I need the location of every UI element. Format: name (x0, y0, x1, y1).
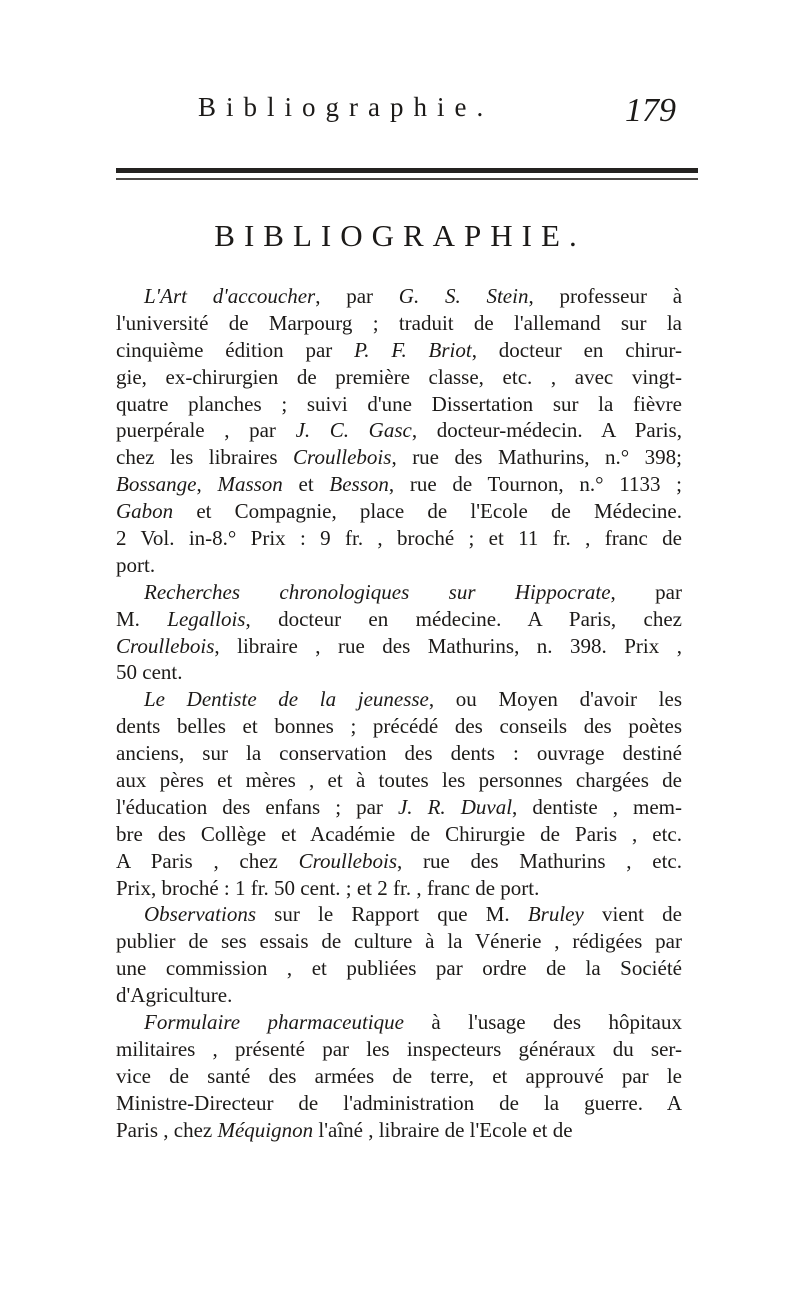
text-run: Paris , chez (116, 1117, 218, 1142)
italic-run: Observations (144, 902, 256, 927)
text-line (116, 1036, 682, 1063)
italic-run: Gabon (116, 499, 174, 524)
text-run: , rue de Tournon, n.° 1133 ; (388, 472, 683, 497)
text-run: d'Agriculture. (116, 983, 233, 1008)
text-line (116, 498, 682, 525)
text-line (116, 928, 682, 955)
text-run: vient de (583, 902, 682, 927)
text-run: publier de ses essais de culture à la Vénerie , rédigées par (116, 929, 682, 954)
text-run: , rue des Mathurins , etc. (397, 848, 682, 873)
italic-run: J. R. Duval (397, 794, 513, 819)
text-line (116, 848, 682, 875)
text-line (116, 417, 682, 444)
text-run: l'aîné , libraire de l'Ecole et de (313, 1117, 573, 1142)
text-line (116, 794, 682, 821)
text-line (116, 767, 682, 794)
text-run: , docteur-médecin. A Paris, (411, 418, 682, 443)
italic-run: Legallois (167, 606, 246, 631)
italic-run: Formulaire pharmaceutique (144, 1010, 404, 1035)
italic-run: Masson (217, 472, 283, 497)
text-line (116, 525, 682, 552)
italic-run: Croullebois (116, 633, 215, 658)
running-title: Bibliographie. (198, 92, 494, 122)
italic-run: Besson (329, 472, 389, 497)
italic-run: Recherches chronologiques sur Hippocrate (144, 579, 611, 604)
page-number: 179 (625, 92, 676, 129)
text-run: puerpérale , par (116, 418, 296, 443)
italic-run: Bossange (116, 472, 197, 497)
text-run: aux pères et mères , et à toutes les personnes chargées de (116, 768, 682, 793)
italic-run: G. S. Stein (398, 284, 529, 308)
header-rule (116, 168, 698, 180)
bibliography-entries (116, 283, 682, 1144)
text-run: militaires , présenté par les inspecteurs généraux du ser- (116, 1036, 682, 1061)
text-line (116, 955, 682, 982)
bibliography-entry (116, 283, 682, 579)
italic-run: Méquignon (217, 1117, 314, 1142)
italic-run: L'Art d'accoucher (144, 284, 316, 308)
text-line (116, 552, 682, 579)
italic-run: J. C. Gasc (295, 418, 412, 443)
text-line (116, 606, 682, 633)
text-run: sur le Rapport que M. (256, 902, 528, 927)
text-run: bre des Collège et Académie de Chirurgie de Paris , etc. (116, 821, 682, 846)
text-line (116, 633, 682, 660)
text-run: A Paris , chez (116, 848, 299, 873)
text-line (116, 821, 682, 848)
text-run: cinquième édition par (116, 337, 355, 362)
bibliography-entry (116, 1009, 682, 1143)
text-line (116, 364, 682, 391)
italic-run: Le Dentiste de la jeunesse (144, 687, 429, 712)
text-line (116, 875, 682, 902)
text-run: , dentiste , mem- (512, 794, 682, 819)
text-line (116, 713, 682, 740)
text-run: chez les libraires (116, 445, 294, 470)
text-run: à l'usage des hôpitaux (403, 1010, 682, 1035)
text-run: , (196, 472, 218, 497)
text-run: , libraire , rue des Mathurins, n. 398. Prix , (214, 633, 682, 658)
text-run: gie, ex-chirurgien de première classe, etc. , avec vingt- (116, 364, 682, 389)
text-run: M. (116, 606, 168, 631)
text-line (116, 310, 682, 337)
italic-run: Croullebois (293, 445, 392, 470)
text-line (116, 901, 682, 928)
text-run: , professeur à (528, 284, 683, 308)
text-run: anciens, sur la conservation des dents : ouvrage destiné (116, 741, 682, 766)
text-line (116, 471, 682, 498)
italic-run: P. F. Briot (354, 337, 472, 362)
text-run: , docteur en chirur- (471, 337, 682, 362)
text-run: quatre planches ; suivi d'une Dissertation sur la fièvre (116, 391, 682, 416)
text-run: vice de santé des armées de terre, et approuvé par le (116, 1063, 682, 1088)
text-run: , par (610, 579, 682, 604)
text-run: et Compagnie, place de l'Ecole de Médecine. (173, 499, 682, 524)
text-line (116, 1063, 682, 1090)
text-run: une commission , et publiées par ordre de la Société (116, 956, 682, 981)
text-line (116, 391, 682, 418)
bibliography-entry (116, 579, 682, 687)
text-run: 2 Vol. in-8.° Prix : 9 fr. , broché ; et 11 fr. , franc de (116, 526, 682, 551)
text-run: et (282, 472, 330, 497)
running-head (0, 92, 800, 142)
text-run: port. (116, 552, 156, 577)
text-run: Prix, broché : 1 fr. 50 cent. ; et 2 fr. , franc de port. (116, 875, 540, 900)
text-run: , par (315, 284, 399, 308)
text-run: , ou Moyen d'avoir les (428, 687, 682, 712)
italic-run: Bruley (527, 902, 584, 927)
text-run: Ministre-Directeur de l'administration de la guerre. A (116, 1090, 682, 1115)
text-line (116, 1090, 682, 1117)
italic-run: Croullebois (298, 848, 398, 873)
text-run: , docteur en médecine. A Paris, chez (245, 606, 682, 631)
text-run: l'éducation des enfans ; par (116, 794, 398, 819)
text-line (116, 283, 682, 310)
text-line (116, 337, 682, 364)
text-line (116, 686, 682, 713)
text-line (116, 579, 682, 606)
text-line (116, 1009, 682, 1036)
section-title: BIBLIOGRAPHIE. (214, 218, 586, 253)
text-run: l'université de Marpourg ; traduit de l'allemand sur la (116, 310, 682, 335)
text-run: 50 cent. (116, 660, 183, 685)
text-line (116, 740, 682, 767)
text-run: dents belles et bonnes ; précédé des conseils des poètes (116, 714, 682, 739)
bibliography-entry (116, 901, 682, 1009)
text-line (116, 1117, 682, 1144)
text-line (116, 444, 682, 471)
text-line (116, 659, 682, 686)
text-run: , rue des Mathurins, n.° 398; (391, 445, 682, 470)
bibliography-entry (116, 686, 682, 901)
text-line (116, 982, 682, 1009)
